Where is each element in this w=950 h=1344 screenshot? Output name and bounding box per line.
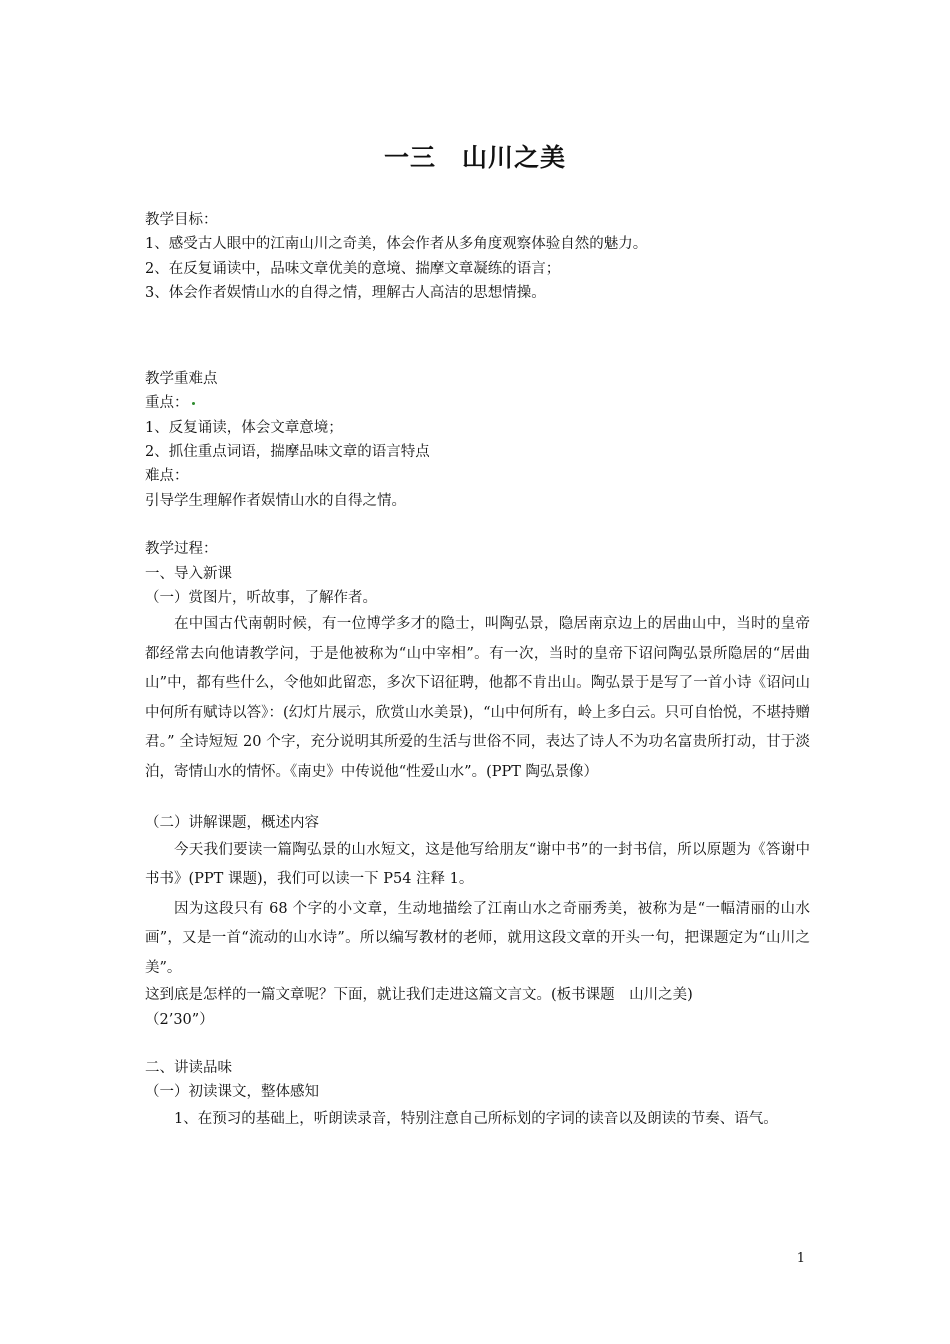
- difficulty-text: 引导学生理解作者娱情山水的自得之情。: [145, 492, 406, 509]
- page-number: 1: [796, 1251, 805, 1266]
- key-points-heading: 教学重难点: [145, 371, 218, 388]
- objective-item-2: 2、在反复诵读中，品味文章优美的意境、揣摩文章凝练的语言；: [145, 260, 561, 277]
- section2-sub1-heading: （一）初读课文，整体感知: [145, 1084, 319, 1101]
- difficulty-label: 难点：: [145, 468, 189, 485]
- focus-label-line: [145, 391, 810, 415]
- section1-sub2-line-2: （2’30”）: [145, 1011, 214, 1028]
- objectives-heading: 教学目标：: [145, 212, 218, 228]
- section1-sub2-heading: （二）讲解课题，概述内容: [145, 815, 319, 832]
- focus-label: 重点：: [145, 395, 189, 412]
- focus-item-1: 1、反复诵读，体会文章意境；: [145, 419, 343, 436]
- section1-sub2-paragraph-2: 因为这段只有 68 个字的小文章，生动地描绘了江南山水之奇丽秀美，被称为是“一幅清丽的山水画”，又是一首“流动的山水诗”。所以编写教材的老师，就用这段文章的开头一句，把课题定为“山川之美”。: [145, 900, 810, 976]
- objective-item-1: 1、感受古人眼中的江南山川之奇美，体会作者从多角度观察体验自然的魅力。: [145, 236, 648, 253]
- focus-item-2: 2、抓住重点词语，揣摩品味文章的语言特点: [145, 444, 430, 461]
- document-body: [145, 208, 810, 1134]
- section2-heading: 二、讲读品味: [145, 1060, 232, 1077]
- section1-heading: 一、导入新课: [145, 565, 232, 582]
- page-title: [0, 138, 950, 174]
- section1-sub2-line-1: 这到底是怎样的一篇文章呢？下面，就让我们走进这篇文言文。(板书课题 山川之美): [145, 987, 693, 1004]
- editor-mark-icon: [192, 402, 195, 405]
- title-number: 一三: [383, 143, 436, 172]
- section1-sub1-heading: （一）赏图片，听故事，了解作者。: [145, 589, 377, 606]
- section1-sub1-paragraph: 在中国古代南朝时候，有一位博学多才的隐士，叫陶弘景，隐居南京边上的居曲山中，当时的皇帝都经常去向他请教学问，于是他被称为“山中宰相”。有一次，当时的皇帝下诏问陶弘景所隐居的“居曲山”中，都有些什么，令他如此留恋，多次下诏征聘，他都不肯出山。陶弘景于是写了一首小诗《诏问山中何所有赋诗以答》：(幻灯片展示，欣赏山水美景)，“山中何所有，岭上多白云。只可自怡悦，不堪持赠君。” 全诗短短 20 个字，充分说明其所爱的生活与世俗不同，表达了诗人不为功名富贵所打动，甘于淡泊，寄情山水的情怀。《南史》中传说他“性爱山水”。(PPT 陶弘景像）: [145, 616, 810, 780]
- title-text: 山川之美: [462, 143, 567, 172]
- objective-item-3: 3、体会作者娱情山水的自得之情，理解古人高洁的思想情操。: [145, 284, 546, 301]
- section1-sub2-paragraph-1: 今天我们要读一篇陶弘景的山水短文，这是他写给朋友“谢中书”的一封书信，所以原题为《答谢中书书》(PPT 课题)，我们可以读一下 P54 注释 1。: [145, 841, 810, 888]
- process-heading: 教学过程：: [145, 541, 218, 558]
- section2-sub1-paragraph: 1、在预习的基础上，听朗读录音，特别注意自己所标划的字词的读音以及朗读的节奏、语气。: [174, 1110, 778, 1127]
